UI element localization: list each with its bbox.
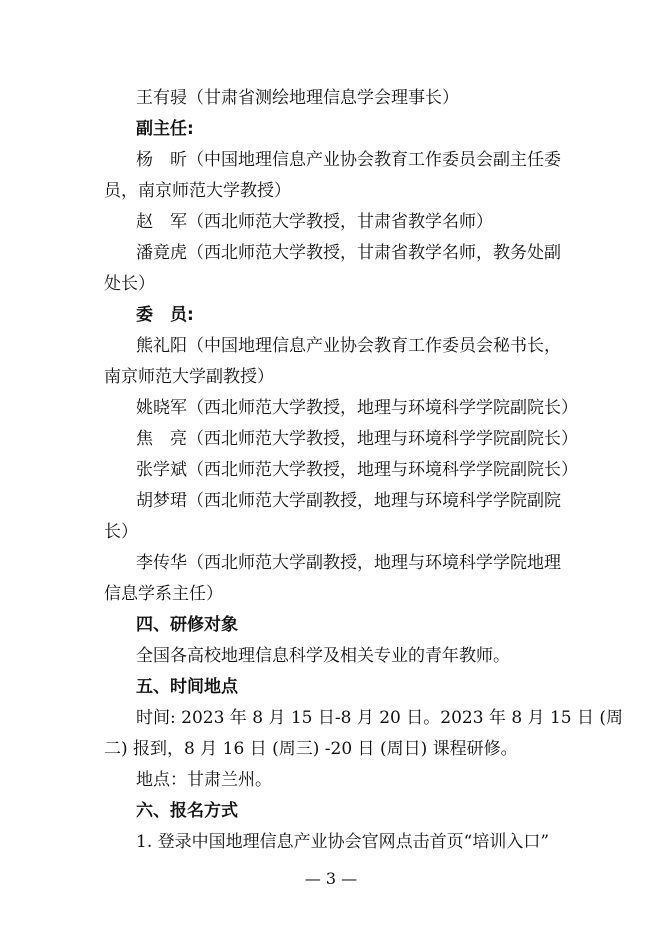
member-jiao: 焦 亮（西北师范大学教授，地理与环境科学学院副院长） [136,429,578,449]
vice-director-yang-cont: 员，南京师范大学教授） [104,181,291,201]
member-li-cont: 信息学系主任） [104,584,223,604]
section-four-heading: 四、研修对象 [136,615,238,635]
section-five-heading: 五、时间地点 [136,677,238,697]
location-text: 地点：甘肃兰州。 [136,770,272,790]
section-six-heading: 六、报名方式 [136,801,238,821]
members-heading: 委 员: [136,305,194,325]
member-hu: 胡梦珺（西北师范大学副教授，地理与环境科学学院副院 [136,491,561,511]
vice-director-yang: 杨 昕（中国地理信息产业协会教育工作委员会副主任委 [136,150,561,170]
vice-director-pan-cont: 处长） [104,274,155,294]
vice-director-pan: 潘竟虎（西北师范大学教授，甘肃省教学名师，教务处副 [136,243,561,263]
committee-member-wang: 王有骎（甘肃省测绘地理信息学会理事长） [136,88,459,108]
time-text-cont: 二) 报到，8 月 16 日 (周三) -20 日 (周日) 课程研修。 [104,739,518,759]
time-text: 时间: 2023 年 8 月 15 日-8 月 20 日。2023 年 8 月 15 日 (周 [136,708,624,728]
member-yao: 姚晓军（西北师范大学教授，地理与环境科学学院副院长） [136,398,578,418]
section-four-text: 全国各高校地理信息科学及相关专业的青年教师。 [136,646,510,666]
vice-director-zhao: 赵 军（西北师范大学教授，甘肃省教学名师） [136,212,493,232]
member-xiong-cont: 南京师范大学副教授） [104,367,274,387]
member-li: 李传华（西北师范大学副教授，地理与环境科学学院地理 [136,553,561,573]
member-xiong: 熊礼阳（中国地理信息产业协会教育工作委员会秘书长， [136,336,561,356]
vice-director-heading: 副主任: [136,119,194,139]
page-number: — 3 — [304,869,358,888]
member-zhang: 张学斌（西北师范大学教授，地理与环境科学学院副院长） [136,460,578,480]
registration-step-one: 1. 登录中国地理信息产业协会官网点击首页“培训入口” [136,832,550,852]
member-hu-cont: 长） [104,522,138,542]
